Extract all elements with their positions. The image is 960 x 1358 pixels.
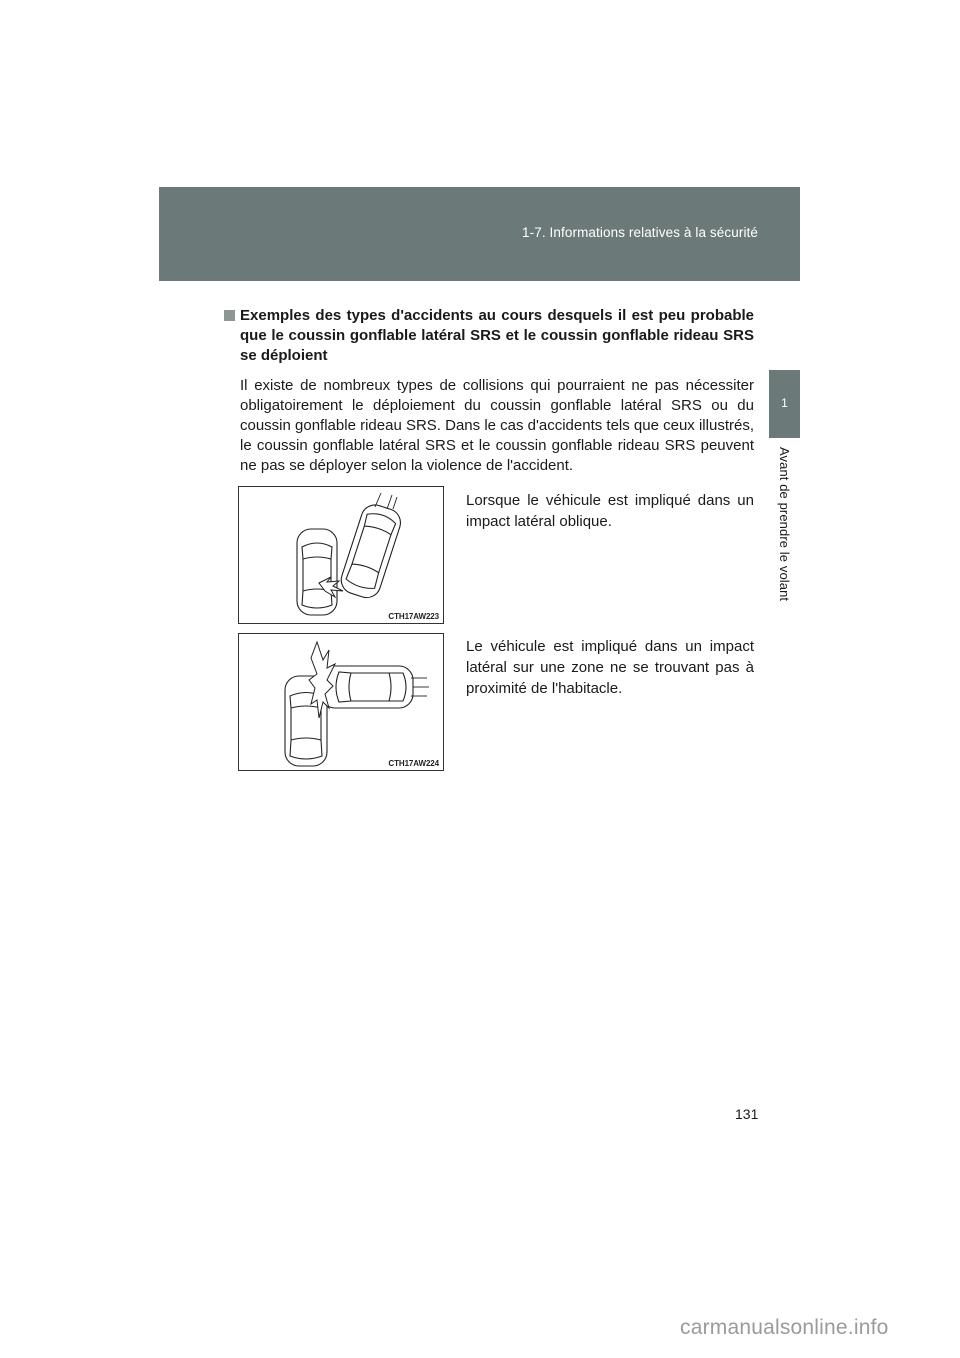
page-number: 131 — [735, 1106, 759, 1122]
section-heading — [224, 306, 754, 366]
square-bullet-icon — [224, 310, 235, 321]
chapter-number: 1 — [781, 396, 788, 410]
chapter-tab — [769, 370, 800, 438]
chapter-header-band — [159, 187, 800, 281]
car-t-collision-illustration — [239, 634, 443, 770]
figure-caption-oblique: Lorsque le véhicule est impliqué dans un impact latéral oblique. — [466, 492, 754, 530]
figure-code: CTH17AW223 — [388, 612, 439, 621]
chapter-label: Avant de prendre le volant — [777, 447, 792, 602]
section-body: Il existe de nombreux types de collisions qui pourraient ne pas nécessiter obligatoirement le déploiement du coussin gonflable latéral SRS ou du coussin gonflable rideau SRS. Dans le cas d'accidents tels que ceux illustrés, le coussin gonflable latéral SRS et le coussin gonflable rideau SRS peuvent ne pas se déployer selon la violence de l'accident. — [240, 377, 754, 474]
figure-code: CTH17AW224 — [388, 759, 439, 768]
car-oblique-collision-illustration — [239, 487, 443, 623]
content-section — [224, 306, 754, 476]
section-title: 1-7. Informations relatives à la sécurité — [522, 225, 758, 240]
figure-caption-side-impact: Le véhicule est impliqué dans un impact latéral sur une zone ne se trouvant pas à proximité de l'habitacle. — [466, 638, 754, 697]
figure-oblique-impact — [238, 486, 444, 624]
watermark: carmanualsonline.info — [680, 1316, 889, 1339]
section-heading-text: Exemples des types d'accidents au cours desquels il est peu probable que le coussin gonflable latéral SRS et le coussin gonflable rideau SRS se déploient — [240, 307, 754, 364]
figure-side-impact — [238, 633, 444, 771]
